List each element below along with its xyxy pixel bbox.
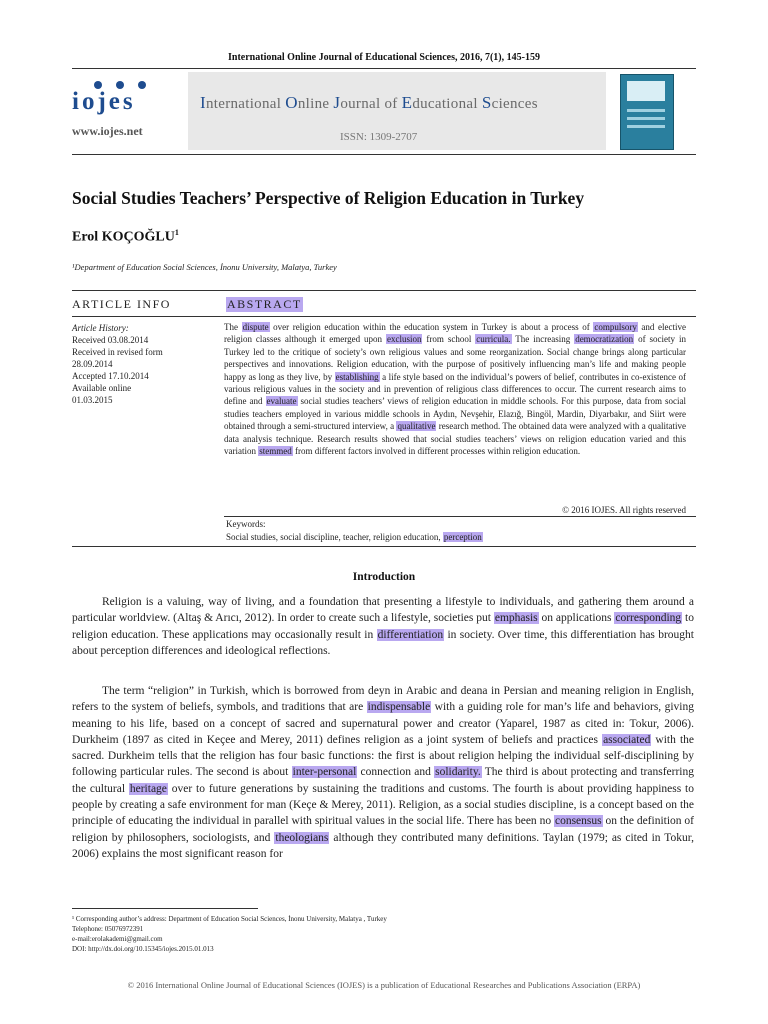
section-rule-1: [72, 290, 696, 291]
journal-name-cap: J: [333, 93, 341, 112]
intro-paragraph-2: [72, 683, 694, 862]
text-run: The term “religion” in Turkish, which is borrowed from deyn in Arabic and deana in Persian and meaning religion in English, refers to the system of beliefs, symbols, and traditions that are: [72, 685, 694, 714]
highlighted-word: heritage: [129, 782, 167, 795]
footnote-line: ¹ Corresponding author’s address: Department of Education Social Sciences, İnonu University, Malatya , Turkey: [72, 915, 387, 923]
footnote: [72, 914, 387, 954]
text-run: to religion education. These applications may occasionally result in: [72, 612, 694, 641]
text-run: research method. The obtained data were analyzed with a qualitative data analysis technique. Research results showed that social studies teachers’ views on religion education varied and this variation: [224, 421, 686, 457]
text-run: with the sacred. Durkheim tells that the religion has four basic functions: the first is about religion helping the individual self-disciplining by following particular rules. The second is about: [72, 733, 694, 779]
text-run: over religion education within the education system in Turkey is about a process of: [269, 322, 594, 332]
highlighted-word: evaluate: [266, 396, 297, 407]
author-name: Erol KOÇOĞLU$^1$: [72, 228, 179, 245]
highlighted-word: differentiation: [377, 628, 444, 641]
text-run: The third is about protecting and transferring the cultural: [72, 766, 694, 795]
introduction-heading: Introduction: [352, 571, 416, 583]
journal-name-part: nline: [297, 96, 334, 112]
abstract-copyright: © 2016 IOJES. All rights reserved: [562, 505, 686, 515]
keywords-rule-top: [224, 516, 696, 517]
text-run: Religion is a valuing, way of living, and a foundation that presenting a lifestyle to individuals, and gathering them around a particular worldview. (Altaş & Arıcı, 2012). In order to create such a lifestyle, societies put: [72, 596, 694, 625]
highlighted-word: democratization: [575, 334, 634, 345]
abstract-heading: ABSTRACT: [227, 297, 302, 311]
section-rule-2: [72, 316, 696, 317]
article-history: [72, 322, 222, 406]
journal-name-cap: S: [481, 93, 492, 112]
text-run: The: [224, 322, 242, 332]
journal-cover-image: [620, 74, 674, 150]
journal-name-part: nternational: [205, 96, 286, 112]
journal-name-cap: O: [285, 93, 298, 112]
text-run: with a guiding role for man’s life and behaviors, giving meaning to his life, based on a concept of sacred and supernatural power and creator (Yaparel, 1987 as cited in: Tokur, 2006). Durkheim (1897 as cited in Keçee and Merey, 2011) defines religion as a joint system of beliefs and practices: [72, 701, 694, 746]
history-line: Accepted 17.10.2014: [72, 371, 149, 381]
highlighted-word: theologians: [275, 831, 329, 844]
text-run: of society in Turkey led to the critique of society’s own religious values and some reorganization. Social change brings along particular perspectives and innovations. Religion education, with the purpose of positively influencing man’s life and making people happy as long as they live, by: [224, 334, 686, 382]
issn: ISSN: 1309-2707: [340, 131, 418, 143]
article-title: Social Studies Teachers’ Perspective of Religion Education in Turkey: [72, 188, 585, 208]
keywords-rule-bottom: [72, 546, 696, 547]
text-run: social studies teachers’ views of religion education in middle schools. For this purpose, data from social studies teachers employed in various middle schools in Aydın, Nevşehir, Elazığ, Bingöl, Mardin, Diyarbakır, and Siirt were obtained through a semi-structured interview, a: [224, 396, 686, 432]
header-rule-top: [72, 68, 696, 69]
article-info-heading: ARTICLE INFO: [72, 297, 171, 311]
highlighted-word: indispensable: [367, 701, 431, 714]
keywords-label: Keywords:: [226, 519, 266, 529]
history-line: Available online: [72, 383, 132, 393]
history-line: Received in revised form: [72, 347, 163, 357]
highlighted-word: establishing: [335, 371, 379, 382]
text-run: and elective religion classes although it emerged upon: [224, 322, 686, 345]
history-line: Received 03.08.2014: [72, 335, 149, 345]
abstract-text: [224, 321, 686, 457]
text-run: over to future generations by sustaining the traditions and customs. The fourth is about providing happiness to people by creating a safe environment for man (Keçe & Merey, 2011). Religion, as a social studies discipline, is a concept based on the principle of educating the individual in parallel with spiritual values in the social life. There has been no: [72, 782, 694, 828]
highlighted-word: compulsory: [594, 322, 637, 332]
history-line: 01.03.2015: [72, 395, 113, 405]
text-run: in society. Over time, this differentiation has brought about perception differences and ideological reflections.: [72, 628, 694, 657]
text-run: on applications: [538, 612, 615, 625]
highlighted-word: exclusion: [386, 334, 422, 345]
text-run: Social studies, social discipline, teacher, religion education,: [226, 532, 443, 542]
highlighted-word: emphasis: [494, 612, 538, 625]
text-run: on the definition of religion by philosophers, sociologists, and: [72, 815, 695, 844]
highlighted-word: stemmed: [259, 446, 292, 457]
text-run: although they contributed many definitions. Taylan (1979; as cited in Tokur, 2006) explains the most significant reason for: [72, 831, 694, 860]
footnote-line: Telephone: 05076972391: [72, 925, 144, 933]
author-affiliation: ¹Department of Education Social Sciences, İnonu University, Malatya, Turkey: [72, 262, 337, 272]
journal-name-part: ournal of: [340, 96, 402, 112]
journal-name-cap: E: [401, 93, 413, 112]
journal-url-link[interactable]: www.iojes.net: [72, 124, 143, 138]
journal-name-cap: I: [200, 93, 206, 112]
footnote-line: DOI: http://dx.doi.org/10.15345/iojes.2015.01.013: [72, 945, 214, 953]
highlighted-word: corresponding: [615, 612, 682, 625]
highlighted-word: qualitative: [397, 421, 436, 432]
highlighted-word: curricula.: [476, 334, 511, 345]
page-footer: © 2016 International Online Journal of Educational Sciences (IOJES) is a publication of Educational Researches and Publications Association (ERPA): [127, 980, 641, 990]
highlighted-word: inter-personal: [292, 766, 357, 779]
text-run: The increasing: [511, 334, 575, 345]
journal-name-part: ciences: [491, 96, 538, 112]
keywords-text: [226, 532, 483, 542]
footnote-rule: [72, 908, 258, 909]
intro-paragraph-1: [72, 594, 694, 659]
running-head: International Online Journal of Educational Sciences, 2016, 7(1), 145-159: [228, 52, 540, 63]
highlighted-word: solidarity.: [435, 766, 481, 779]
history-line: 28.09.2014: [72, 359, 113, 369]
footnote-line: e-mail:erolakademi@gmail.com: [72, 935, 163, 943]
history-label: Article History:: [72, 323, 129, 333]
header-rule-bottom: [72, 154, 696, 155]
text-run: connection and: [357, 766, 435, 779]
text-run: from school: [422, 334, 476, 345]
journal-logo: iojes: [72, 88, 136, 115]
journal-name: [200, 93, 538, 113]
highlighted-word: associated: [603, 733, 651, 746]
journal-name-part: ducational: [412, 96, 482, 112]
text-run: a life style based on the individual’s powers of belief, contributes in co-existence of various religious values in the society and in prevention of religious class differences to occur. The current research aims to define and: [224, 371, 686, 407]
highlighted-word: dispute: [242, 322, 269, 332]
highlighted-word: perception: [443, 532, 482, 542]
text-run: from different factors involved in different processes within religion education.: [292, 446, 581, 457]
highlighted-word: consensus: [554, 815, 602, 828]
